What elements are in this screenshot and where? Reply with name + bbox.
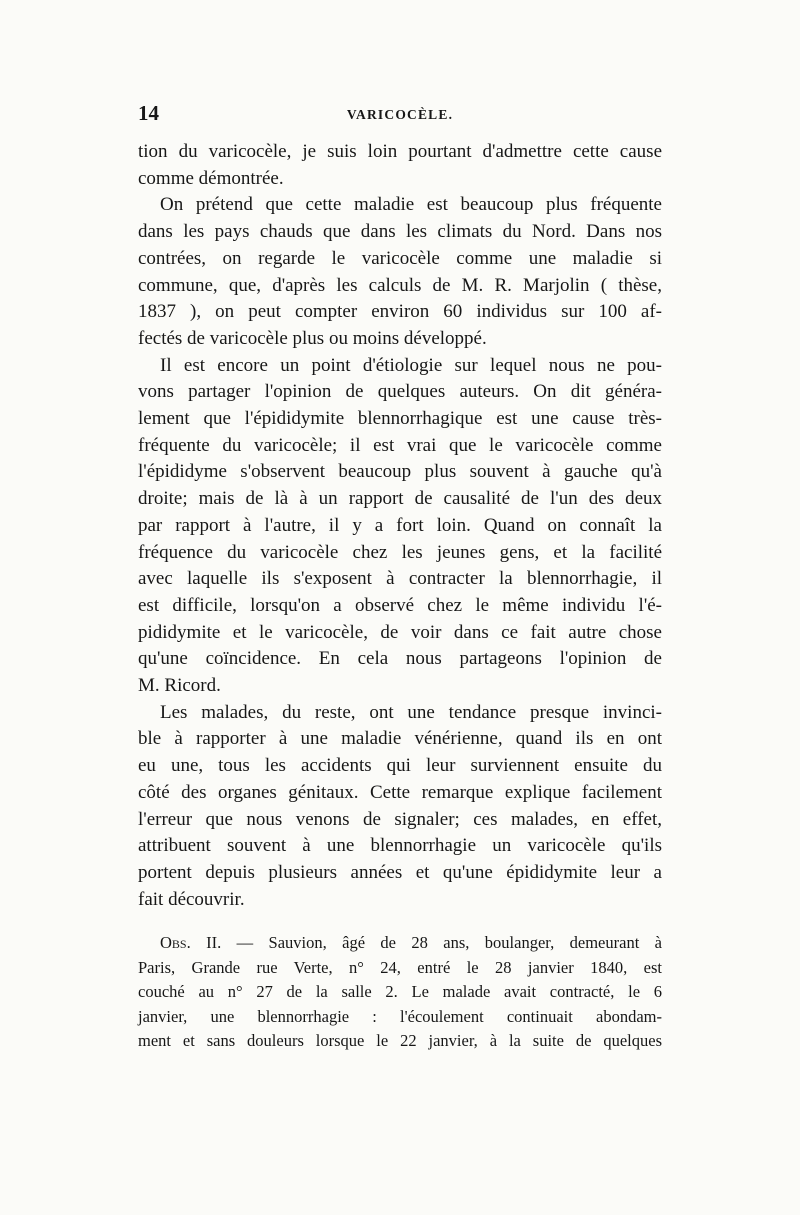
observation-label: Obs. [160,933,191,952]
text-line: est difficile, lorsqu'on a observé chez le même individu l'é- [138,594,662,616]
text-line: vons partager l'opinion de quelques auteurs. On dit généra- [138,381,662,403]
text-line: M. Ricord. [138,675,221,697]
text-line: comme démontrée. [138,167,284,189]
text-line: qu'une coïncidence. En cela nous partageons l'opinion de [138,648,662,670]
text-line: fréquence du varicocèle chez les jeunes gens, et la facilité [138,541,662,563]
text-line: On prétend que cette maladie est beaucoup plus fréquente [160,194,662,216]
text-line: fait découvrir. [138,888,245,910]
paragraph [138,353,662,700]
text-line: portent depuis plusieurs années et qu'une épididymite leur a [138,861,662,883]
running-title: VARICOCÈLE. [346,107,454,122]
text-line: couché au n° 27 de la salle 2. Le malade avait contracté, le 6 [138,982,662,1001]
text-line: l'épididyme s'observent beaucoup plus souvent à gauche qu'à [138,461,662,483]
text-line: avec laquelle ils s'exposent à contracter la blennorrhagie, il [138,568,662,590]
text-line: dans les pays chauds que dans les climats du Nord. Dans nos [138,221,662,243]
text-line: Les malades, du reste, ont une tendance presque invinci- [160,701,662,723]
text-line: janvier, une blennorrhagie : l'écoulement continuait abondam- [138,1006,662,1026]
page-number: 14 [138,101,159,125]
text-line: contrées, on regarde le varicocèle comme une maladie si [138,247,662,269]
text-line: ble à rapporter à une maladie vénérienne, quand ils en ont [138,728,662,750]
observation-first-line: II. — Sauvion, âgé de 28 ans, boulanger, demeurant à [190,933,662,952]
text-line: par rapport à l'autre, il y a fort loin. Quand on connaît la [138,514,662,536]
text-line: côté des organes génitaux. Cette remarque explique facilement [138,781,662,803]
text-line: l'erreur que nous venons de signaler; ces malades, en effet, [138,808,662,830]
text-line: droite; mais de là à un rapport de causalité de l'un des deux [138,488,662,510]
text-line: lement que l'épididymite blennorrhagique est une cause très- [138,408,662,430]
paragraph [138,139,662,192]
text-line: ment et sans douleurs lorsque le 22 janvier, à la suite de quelques [138,1031,662,1050]
text-line [138,931,662,956]
text-line: 1837 ), on peut compter environ 60 individus sur 100 af- [138,301,662,323]
text-line: eu une, tous les accidents qui leur surviennent ensuite du [138,755,662,777]
text-line: commune, que, d'après les calculs de M. R. Marjolin ( thèse, [138,274,662,296]
text-line: tion du varicocèle, je suis loin pourtant d'admettre cette cause [138,141,662,162]
body-text [138,139,662,913]
text-line: Paris, Grande rue Verte, n° 24, entré le 28 janvier 1840, est [138,957,662,977]
paragraph [138,192,662,352]
text-line: attribuent souvent à une blennorrhagie un varicocèle qu'ils [138,835,662,857]
paragraph [138,700,662,914]
text-line: fectés de varicocèle plus ou moins développé. [138,327,487,349]
text-line: fréquente du varicocèle; il est vrai que le varicocèle comme [138,434,662,456]
observation-note [138,931,662,1054]
page-header [138,99,662,127]
text-line: Il est encore un point d'étiologie sur lequel nous ne pou- [160,354,662,376]
text-line: pididymite et le varicocèle, de voir dans ce fait autre chose [138,621,662,643]
